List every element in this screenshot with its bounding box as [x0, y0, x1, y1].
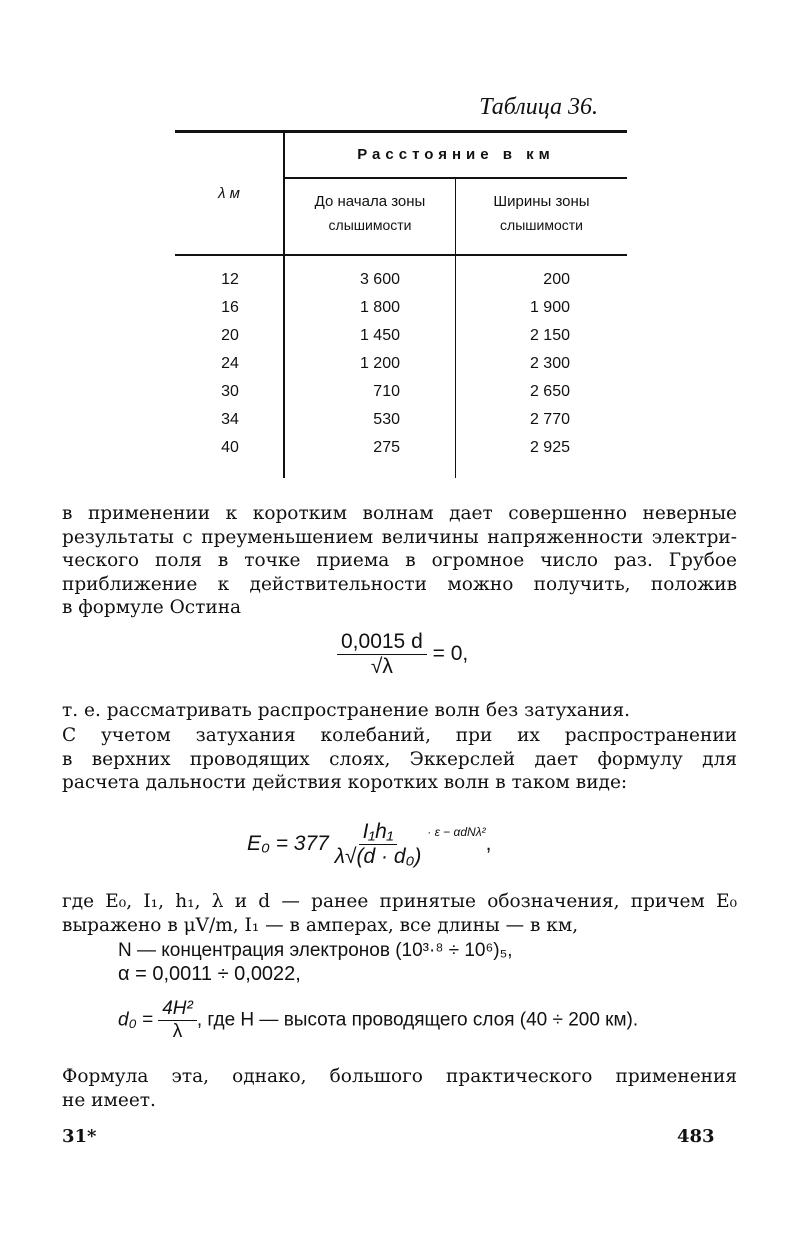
cell-start: 1 200 — [359, 355, 400, 372]
signature-mark: 31* — [62, 1126, 97, 1147]
denominator: λ — [172, 1021, 183, 1042]
cell-width: 2 650 — [529, 383, 570, 400]
rule — [175, 254, 627, 256]
header-lambda: λ м — [218, 185, 240, 202]
cell-lambda: 40 — [221, 439, 239, 456]
header-distance: Расстояние в км — [357, 146, 555, 163]
paragraph-line: не имеет. — [62, 1089, 156, 1111]
formula-eckersley — [247, 820, 491, 869]
header-width-line: слышимости — [500, 217, 583, 233]
cell-lambda: 24 — [221, 355, 239, 372]
paragraph-line: в верхних проводящих слоях, Эккерслей дает формулу для — [62, 748, 737, 770]
rule — [283, 133, 285, 478]
cell-start: 1 800 — [359, 299, 400, 316]
def-d0 — [118, 998, 638, 1043]
rhs: = 0, — [432, 642, 469, 666]
formula-austin — [337, 630, 468, 679]
table-title: Таблица 36. — [479, 94, 598, 120]
lhs: E₀ = 377 — [247, 832, 329, 856]
cell-start: 275 — [373, 439, 400, 456]
paragraph-line: выражено в μV/m, I₁ — в амперах, все длины — в км, — [62, 915, 579, 936]
def-n: N — концентрация электронов (10³·⁸ ÷ 10⁶)₅, — [118, 940, 513, 961]
cell-width: 2 770 — [529, 411, 570, 428]
cell-lambda: 30 — [221, 383, 239, 400]
cell-start: 1 450 — [359, 327, 400, 344]
comma: , — [485, 832, 492, 856]
header-start-line: слышимости — [328, 217, 412, 233]
cell-start: 3 600 — [359, 271, 400, 288]
header-width-line: Ширины зоны — [493, 193, 590, 210]
header-start-line: До начала зоны — [314, 193, 426, 210]
numerator: 0,0015 d — [337, 630, 427, 655]
lhs: d₀ = — [118, 1009, 153, 1031]
header-width — [456, 193, 627, 233]
numerator: 4H² — [158, 998, 197, 1021]
paragraph-line: т. е. рассматривать распространение волн без затухания. — [62, 700, 631, 721]
page-number: 483 — [677, 1126, 715, 1147]
cell-width: 2 150 — [529, 327, 570, 344]
paragraph-line: Формула эта, однако, большого практического применения — [62, 1066, 737, 1087]
denominator: λ√(d · d₀) — [334, 845, 422, 868]
rule — [285, 177, 627, 179]
paragraph-line: расчета дальности действия коротких волн в таком виде: — [62, 772, 628, 793]
paragraph-line: С учетом затухания колебаний, при их распространении — [62, 725, 737, 746]
cell-lambda: 16 — [221, 299, 239, 316]
cell-start: 530 — [373, 411, 400, 428]
rest: , где H — высота проводящего слоя (40 ÷ 200 км). — [196, 1009, 639, 1031]
numerator: I₁h₁ — [359, 820, 398, 845]
paragraph-line: в применении к коротким волнам дает совершенно неверные — [62, 503, 737, 524]
def-alpha: α = 0,0011 ÷ 0,0022, — [118, 963, 301, 985]
denominator: √λ — [370, 655, 393, 678]
cell-width: 2 925 — [529, 439, 570, 456]
paragraph-line: в формуле Остина — [62, 597, 242, 618]
paragraph-line: где E₀, I₁, h₁, λ и d — ранее принятые обозначения, причем E₀ — [62, 891, 737, 912]
paragraph-line: результаты с преуменьшением величины напряженности электри- — [62, 526, 737, 548]
rule — [175, 130, 627, 133]
cell-width: 200 — [543, 271, 570, 288]
cell-width: 2 300 — [529, 355, 570, 372]
exponent: · ε − αdNλ² — [427, 825, 486, 840]
paragraph-line: ческого поля в точке приема в огромное число раз. Грубое — [62, 550, 737, 571]
paragraph-line: приближение к действительности можно получить, положив — [62, 573, 737, 595]
cell-start: 710 — [373, 383, 400, 400]
header-start — [285, 193, 455, 233]
cell-width: 1 900 — [529, 299, 570, 316]
cell-lambda: 34 — [221, 411, 239, 428]
cell-lambda: 20 — [221, 327, 239, 344]
cell-lambda: 12 — [221, 271, 239, 288]
